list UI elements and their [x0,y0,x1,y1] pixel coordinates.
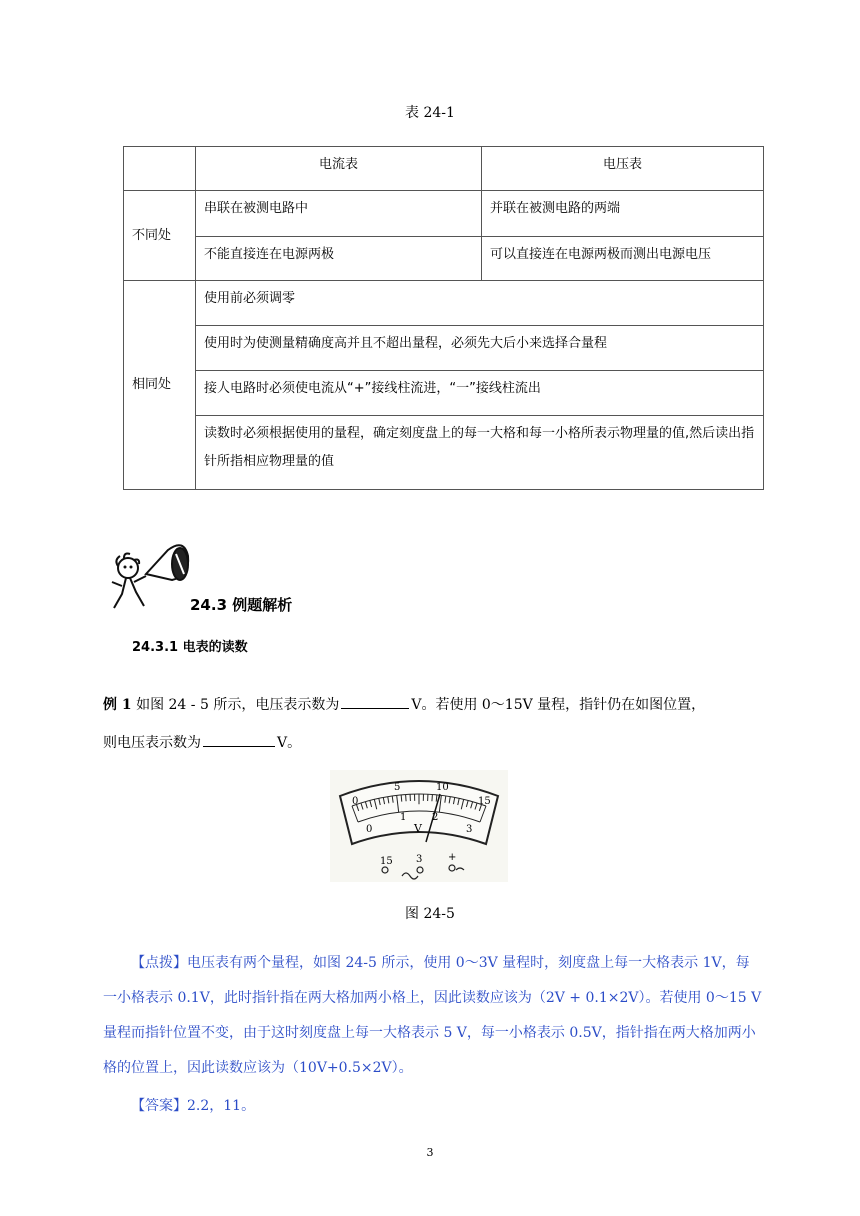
header-voltmeter: 电压表 [482,147,764,191]
header-ammeter: 电流表 [196,147,482,191]
table-header-row [124,147,764,191]
mascot-megaphone-icon [104,530,196,614]
diff-label: 不同处 [124,191,196,281]
hint-paragraph: 【点拨】电压表有两个量程，如图 24-5 所示，使用 0～3V 量程时，刻度盘上每一大格表示 1V，每一小格表示 0.1V，此时指针指在两大格加两小格上，因此读数应该为（2V + 0.1×2V）。若使用 0～15 V 量程而指针位置不变，由于这时刻度盘上每一大格表示 5 V，每一小格表示 0.5V，指针指在两大格加两小格的位置上，因此读数应该为（10V+0.5×2V）。 [103,955,762,1076]
table-row [124,281,764,326]
terminal-label: 15 [380,856,393,867]
table-cell: 不能直接连在电源两极 [196,237,482,281]
table-row [124,371,764,416]
table-cell: 并联在被测电路的两端 [482,191,764,237]
section-title: 24.3 例题解析 [190,596,293,614]
example-text: V。 [277,735,302,751]
example-text: 如图 24 - 5 所示，电压表示数为 [131,697,340,713]
table-row [124,326,764,371]
table-corner-cell [124,147,196,191]
terminal-label: 3 [416,854,423,865]
table-cell: 接人电路时必须使电流从“+”接线柱流进，“一”接线柱流出 [196,371,764,416]
table-row [124,191,764,237]
page-number: 3 [426,1146,434,1159]
lower-scale-label: 2 [432,812,439,823]
table-caption: 表 24-1 [405,105,455,121]
example-paragraph [103,686,763,762]
voltmeter-figure [330,770,508,882]
upper-scale-label: 5 [394,782,401,793]
lower-scale-label: 0 [366,824,373,835]
comparison-table [123,146,764,490]
example-text: V。若使用 0～15V 量程，指针仍在如图位置， [411,697,706,713]
subsection-title: 24.3.1 电表的读数 [132,640,248,655]
table-cell: 读数时必须根据使用的量程，确定刻度盘上的每一大格和每一小格所表示物理量的值,然后读出指针所指相应物理量的值 [196,416,764,490]
dial-tick [401,795,402,802]
table-cell: 使用前必须调零 [196,281,764,326]
answer-blank [341,690,409,709]
dial-tick [436,795,437,802]
table-cell: 可以直接连在电源两极而测出电源电压 [482,237,764,281]
upper-scale-label: 15 [478,796,491,807]
answer-blank [203,728,275,747]
table-cell: 使用时为使测量精确度高并且不超出量程，必须先大后小来选择合量程 [196,326,764,371]
lower-scale-label: 1 [400,812,407,823]
upper-scale-label: 0 [352,796,359,807]
example-text: 则电压表示数为 [103,735,201,751]
same-label: 相同处 [124,281,196,490]
lower-scale-label: 3 [466,824,473,835]
upper-scale-label: 10 [436,782,449,793]
table-row [124,416,764,490]
terminal-label: + [448,852,457,863]
table-cell: 串联在被测电路中 [196,191,482,237]
answer-paragraph: 【答案】2.2，11。 [131,1098,256,1114]
unit-label: V [414,822,422,835]
example-lead: 例 1 [103,697,132,713]
figure-caption: 图 24-5 [405,906,455,922]
table-row [124,237,764,281]
